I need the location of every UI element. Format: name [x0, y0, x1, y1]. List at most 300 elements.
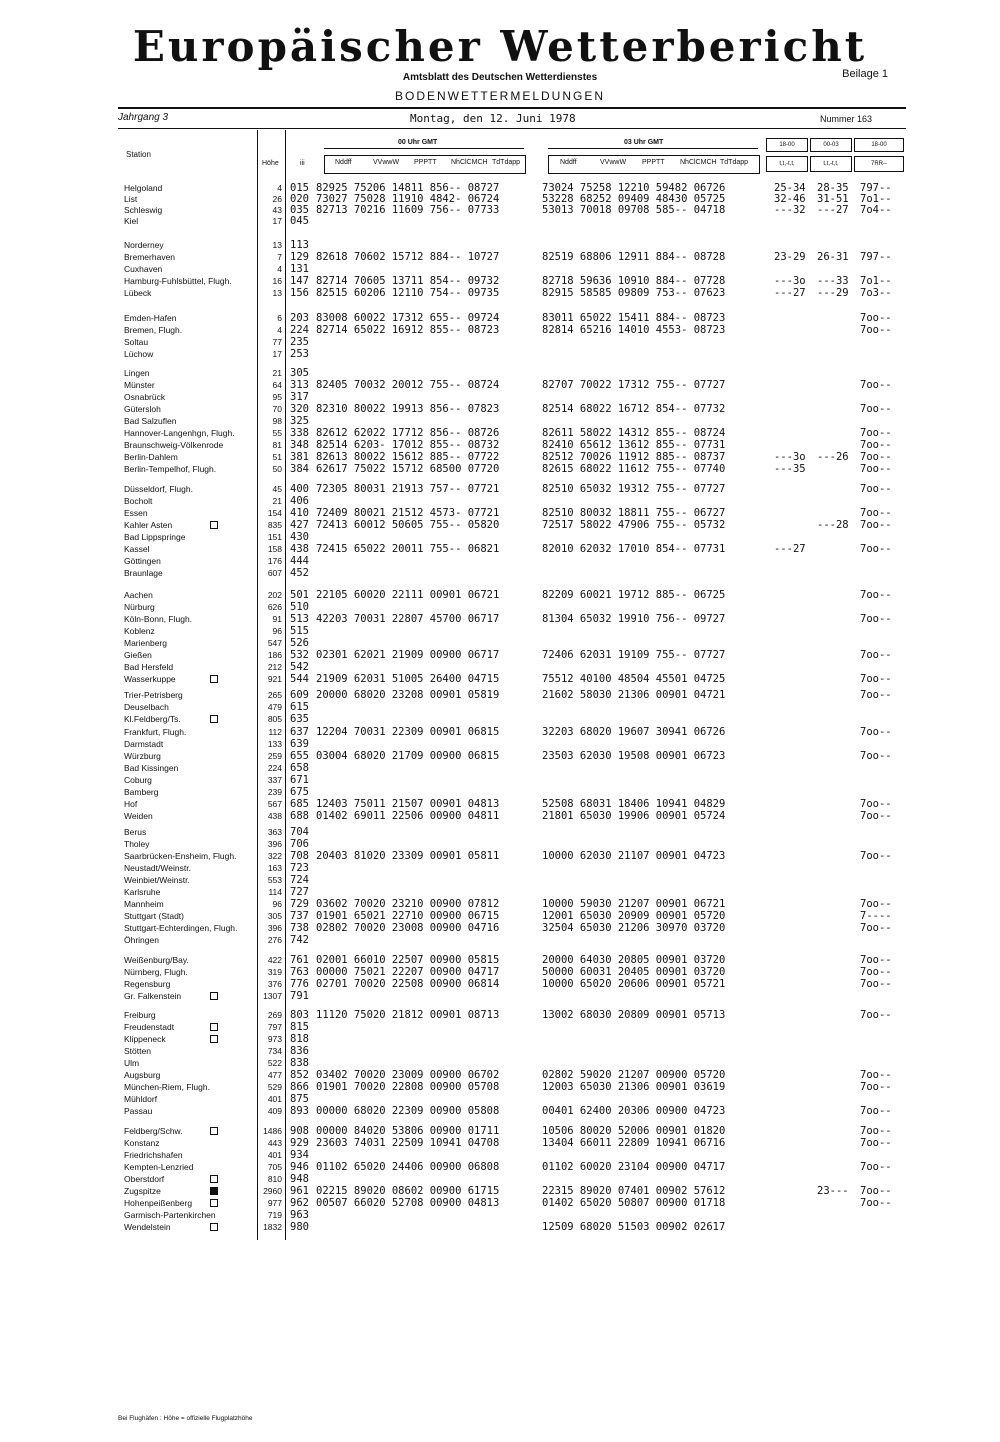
extra-precip: 7oo--: [860, 1185, 892, 1197]
station-height: 114: [268, 887, 282, 897]
extra-precip: 797--: [860, 251, 892, 263]
station-name: Coburg: [124, 775, 152, 785]
station-height: 401: [267, 1150, 282, 1160]
table-row: [0, 979, 1000, 991]
obs-03-gmt: 75512 40100 48504 45501 04725: [542, 673, 726, 685]
station-name: Mannheim: [124, 899, 164, 909]
station-height: 719: [267, 1210, 282, 1220]
obs-00-gmt: 82618 70602 15712 884-- 10727: [316, 251, 500, 263]
column-iii: iii: [300, 160, 305, 167]
obs-03-gmt: 82512 70026 11912 885-- 08737: [542, 451, 726, 463]
obs-03-gmt: 10000 65020 20606 00901 05721: [542, 978, 726, 990]
station-name: Freudenstadt: [124, 1022, 175, 1032]
extra-precip: 7oo--: [860, 966, 892, 978]
station-height: 396: [267, 923, 282, 933]
station-height: 553: [267, 875, 282, 885]
station-height: 163: [267, 863, 282, 873]
obs-03-gmt: 52508 68031 18406 10941 04829: [542, 798, 726, 810]
station-index: 444: [290, 555, 309, 567]
column-station: Station: [126, 150, 151, 159]
col-tdtdapp: TdTdapp: [492, 159, 521, 166]
obs-00-gmt: 03402 70020 23009 00900 06702: [316, 1069, 500, 1081]
table-row: [0, 416, 1000, 428]
obs-03-gmt: 82707 70022 17312 755-- 07727: [542, 379, 726, 391]
station-index: 688: [290, 810, 309, 822]
extra-temp-2: 31-51: [817, 193, 849, 205]
extra-temp-1: ---3o: [774, 451, 806, 463]
station-name: Öhringen: [124, 935, 159, 945]
obs-00-gmt: 00000 68020 22309 00900 05808: [316, 1105, 500, 1117]
extra-precip: 7oo--: [860, 451, 892, 463]
station-height: 734: [267, 1046, 282, 1056]
obs-00-gmt: 23603 74031 22509 10941 04708: [316, 1137, 500, 1149]
extra-temp-2: ---29: [817, 287, 849, 299]
station-index: 655: [290, 750, 309, 762]
station-index: 609: [290, 689, 309, 701]
station-height: 479: [267, 702, 282, 712]
station-index: 639: [290, 738, 309, 750]
column-hoehe: Höhe: [262, 160, 279, 167]
table-row: [0, 827, 1000, 839]
group-00-line: [324, 148, 524, 149]
table-row: [0, 1162, 1000, 1174]
station-height: 2960: [263, 1186, 282, 1196]
obs-00-gmt: 00507 66020 52708 00900 04813: [316, 1197, 500, 1209]
station-name: Weißenburg/Bay.: [124, 955, 189, 965]
station-name: Kahler Asten: [124, 520, 173, 530]
col-ppptt: PPPTT: [414, 159, 437, 166]
obs-03-gmt: 10506 80020 52006 00901 01820: [542, 1125, 726, 1137]
station-index: 704: [290, 826, 309, 838]
station-index: 147: [290, 275, 309, 287]
mountain-station-marker: [210, 1035, 218, 1043]
station-name: Klippeneck: [124, 1034, 166, 1044]
station-height: 443: [267, 1138, 282, 1148]
extra-precip: 7oo--: [860, 543, 892, 555]
station-index: 325: [290, 415, 309, 427]
obs-00-gmt: 72409 80021 21512 4573- 07721: [316, 507, 500, 519]
table-row: [0, 508, 1000, 520]
mountain-station-marker: [210, 521, 218, 529]
extra-precip: 797--: [860, 182, 892, 194]
obs-00-gmt: 12204 70031 22309 00901 06815: [316, 726, 500, 738]
station-index: 929: [290, 1137, 309, 1149]
table-row: [0, 638, 1000, 650]
obs-03-gmt: 82611 58022 14312 855-- 08724: [542, 427, 726, 439]
table-row: [0, 337, 1000, 349]
station-name: Göttingen: [124, 556, 161, 566]
obs-03-gmt: 82510 80032 18811 755-- 06727: [542, 507, 726, 519]
extra-precip: 7oo--: [860, 850, 892, 862]
table-row: [0, 464, 1000, 476]
station-height: 77: [272, 337, 282, 347]
table-row: [0, 216, 1000, 228]
station-name: Stuttgart-Echterdingen, Flugh.: [124, 923, 238, 933]
obs-03-gmt: 22315 89020 07401 00902 57612: [542, 1185, 726, 1197]
station-height: 276: [267, 935, 282, 945]
extra-precip: 7oo--: [860, 978, 892, 990]
station-name: Feldberg/Schw.: [124, 1126, 183, 1136]
col-nddff-03: Nddff: [560, 159, 577, 166]
station-name: Stuttgart (Stadt): [124, 911, 184, 921]
extra-temp-1: 25-34: [774, 182, 806, 194]
col-sub-1: t,t,-t,t,: [766, 156, 808, 172]
table-row: [0, 1046, 1000, 1058]
station-name: Bad Kissingen: [124, 763, 179, 773]
station-height: 4: [277, 183, 282, 193]
table-row: [0, 727, 1000, 739]
station-index: 313: [290, 379, 309, 391]
extra-temp-2: ---28: [817, 519, 849, 531]
station-name: Aachen: [124, 590, 153, 600]
obs-00-gmt: 21909 62031 51005 26400 04715: [316, 673, 500, 685]
station-height: 477: [267, 1070, 282, 1080]
table-row: [0, 252, 1000, 264]
obs-03-gmt: 21602 58030 21306 00901 04721: [542, 689, 726, 701]
obs-00-gmt: 02701 70020 22508 00900 06814: [316, 978, 500, 990]
station-index: 738: [290, 922, 309, 934]
station-index: 526: [290, 637, 309, 649]
station-index: 742: [290, 934, 309, 946]
station-index: 737: [290, 910, 309, 922]
station-name: Nürburg: [124, 602, 155, 612]
station-index: 045: [290, 215, 309, 227]
group-00-gmt: 00 Uhr GMT: [398, 139, 438, 146]
station-index: 962: [290, 1197, 309, 1209]
table-row: [0, 520, 1000, 532]
station-height: 835: [267, 520, 282, 530]
table-row: [0, 714, 1000, 726]
table-row: [0, 496, 1000, 508]
table-row: [0, 1010, 1000, 1022]
obs-03-gmt: 83011 65022 15411 884-- 08723: [542, 312, 726, 324]
station-height: 17: [272, 216, 282, 226]
station-height: 133: [267, 739, 282, 749]
station-name: Koblenz: [124, 626, 155, 636]
extra-temp-1: ---3o: [774, 275, 806, 287]
station-name: Neustadt/Weinstr.: [124, 863, 191, 873]
table-row: [0, 556, 1000, 568]
station-height: 64: [272, 380, 282, 390]
mountain-station-marker: [210, 992, 218, 1000]
station-name: Hohenpeißenberg: [124, 1198, 193, 1208]
mountain-station-marker: [210, 675, 218, 683]
extra-precip: 7oo--: [860, 483, 892, 495]
table-row: [0, 935, 1000, 947]
station-name: List: [124, 194, 138, 204]
obs-03-gmt: 72406 62031 19109 755-- 07727: [542, 649, 726, 661]
table-row: [0, 1094, 1000, 1106]
station-name: Cuxhaven: [124, 264, 163, 274]
obs-03-gmt: 01102 60020 23104 00900 04717: [542, 1161, 726, 1173]
mountain-station-marker: [210, 1023, 218, 1031]
station-index: 815: [290, 1021, 309, 1033]
station-height: 319: [267, 967, 282, 977]
station-index: 129: [290, 251, 309, 263]
station-height: 151: [267, 532, 282, 542]
extra-precip: 7oo--: [860, 689, 892, 701]
mountain-station-marker: [210, 1127, 218, 1135]
extra-precip: 7oo--: [860, 1081, 892, 1093]
station-index: 776: [290, 978, 309, 990]
obs-03-gmt: 32504 65030 21206 30970 03720: [542, 922, 726, 934]
station-index: 224: [290, 324, 309, 336]
station-name: Berus: [124, 827, 147, 837]
mountain-station-marker: [210, 1175, 218, 1183]
station-index: 658: [290, 762, 309, 774]
station-height: 376: [267, 979, 282, 989]
station-height: 337: [267, 775, 282, 785]
issue-number: Nummer 163: [820, 114, 873, 124]
table-row: [0, 590, 1000, 602]
station-index: 948: [290, 1173, 309, 1185]
table-row: [0, 787, 1000, 799]
station-height: 705: [267, 1162, 282, 1172]
obs-00-gmt: 72415 65022 20011 755-- 06821: [316, 543, 500, 555]
mountain-station-marker: [210, 1223, 218, 1231]
station-index: 438: [290, 543, 309, 555]
station-name: München-Riem, Flugh.: [124, 1082, 210, 1092]
station-index: 946: [290, 1161, 309, 1173]
obs-03-gmt: 72517 58022 47906 755-- 05732: [542, 519, 726, 531]
station-index: 113: [290, 239, 309, 251]
header-rule-2: [118, 128, 906, 129]
table-row: [0, 751, 1000, 763]
station-name: Köln-Bonn, Flugh.: [124, 614, 193, 624]
station-height: 21: [272, 496, 282, 506]
extra-temp-2: ---26: [817, 451, 849, 463]
table-row: [0, 1082, 1000, 1094]
station-index: 544: [290, 673, 309, 685]
station-name: Karlsruhe: [124, 887, 161, 897]
obs-03-gmt: 53013 70018 09708 585-- 04718: [542, 204, 726, 216]
extra-precip: 7oo--: [860, 1197, 892, 1209]
table-row: [0, 380, 1000, 392]
station-name: Bamberg: [124, 787, 159, 797]
station-name: Bocholt: [124, 496, 153, 506]
table-row: [0, 264, 1000, 276]
station-height: 322: [267, 851, 282, 861]
col-nhclcmch: NhClCMCH: [451, 159, 488, 166]
station-index: 615: [290, 701, 309, 713]
obs-03-gmt: 12001 65030 20909 00901 05720: [542, 910, 726, 922]
station-index: 317: [290, 391, 309, 403]
station-index: 761: [290, 954, 309, 966]
station-height: 95: [272, 392, 282, 402]
extra-precip: 7oo--: [860, 1137, 892, 1149]
obs-03-gmt: 82615 68022 11612 755-- 07740: [542, 463, 726, 475]
station-name: Hof: [124, 799, 138, 809]
extra-precip: 7oo--: [860, 649, 892, 661]
station-name: Berlin-Dahlem: [124, 452, 178, 462]
station-height: 363: [267, 827, 282, 837]
obs-00-gmt: 82714 65022 16912 855-- 08723: [316, 324, 500, 336]
station-index: 875: [290, 1093, 309, 1105]
group-03-gmt: 03 Uhr GMT: [624, 139, 664, 146]
station-name: Regensburg: [124, 979, 171, 989]
extra-precip: 7----: [860, 910, 892, 922]
station-height: 158: [267, 544, 282, 554]
table-row: [0, 875, 1000, 887]
extra-precip: 7oo--: [860, 922, 892, 934]
beilage-label: Beilage 1: [842, 68, 888, 80]
obs-00-gmt: 83008 60022 17312 655-- 09724: [316, 312, 500, 324]
table-row: [0, 662, 1000, 674]
table-row: [0, 568, 1000, 580]
header-rule: [118, 107, 906, 109]
station-name: Düsseldorf, Flugh.: [124, 484, 193, 494]
obs-00-gmt: 20000 68020 23208 00901 05819: [316, 689, 500, 701]
obs-03-gmt: 02802 59020 21207 00900 05720: [542, 1069, 726, 1081]
obs-00-gmt: 82925 75206 14811 856-- 08727: [316, 182, 500, 194]
extra-precip: 7oo--: [860, 726, 892, 738]
obs-03-gmt: 82718 59636 10910 884-- 07728: [542, 275, 726, 287]
station-height: 112: [268, 727, 282, 737]
station-index: 685: [290, 798, 309, 810]
station-name: Hannover-Langenhgn, Flugh.: [124, 428, 235, 438]
obs-00-gmt: 02301 62021 21909 00900 06717: [316, 649, 500, 661]
obs-00-gmt: 82310 80022 19913 856-- 07823: [316, 403, 500, 415]
table-row: [0, 923, 1000, 935]
station-name: Gr. Falkenstein: [124, 991, 182, 1001]
table-row: [0, 1070, 1000, 1082]
extra-precip: 7oo--: [860, 898, 892, 910]
station-name: Wasserkuppe: [124, 674, 176, 684]
obs-03-gmt: 50000 60031 20405 00901 03720: [542, 966, 726, 978]
table-row: [0, 851, 1000, 863]
station-height: 176: [267, 556, 282, 566]
station-name: Saarbrücken-Ensheim, Flugh.: [124, 851, 237, 861]
col-vvwww-03: VVwwW: [600, 159, 627, 166]
table-row: [0, 911, 1000, 923]
obs-00-gmt: 00000 84020 53806 00900 01711: [316, 1125, 500, 1137]
obs-00-gmt: 82713 70216 11609 756-- 07733: [316, 204, 500, 216]
station-index: 348: [290, 439, 309, 451]
obs-00-gmt: 82612 62022 17712 856-- 08726: [316, 427, 500, 439]
station-height: 7: [277, 252, 282, 262]
obs-00-gmt: 82515 60206 12110 754-- 09735: [316, 287, 500, 299]
col-sub-2: t,t,-t,t,: [810, 156, 852, 172]
obs-00-gmt: 00000 75021 22207 00900 04717: [316, 966, 500, 978]
station-height: 805: [267, 714, 282, 724]
table-row: [0, 1138, 1000, 1150]
obs-00-gmt: 03004 68020 21709 00900 06815: [316, 750, 500, 762]
obs-03-gmt: 01402 65020 50807 00900 01718: [542, 1197, 726, 1209]
extra-temp-1: ---27: [774, 543, 806, 555]
station-index: 836: [290, 1045, 309, 1057]
station-height: 81: [272, 440, 282, 450]
station-index: 015: [290, 182, 309, 194]
extra-temp-1: 23-29: [774, 251, 806, 263]
extra-precip: 7oo--: [860, 507, 892, 519]
station-name: Deuselbach: [124, 702, 169, 712]
obs-03-gmt: 82410 65612 13612 855-- 07731: [542, 439, 726, 451]
obs-03-gmt: 81304 65032 19910 756-- 09727: [542, 613, 726, 625]
station-height: 70: [272, 404, 282, 414]
obs-00-gmt: 72413 60012 50605 755-- 05820: [316, 519, 500, 531]
station-height: 269: [267, 1010, 282, 1020]
station-height: 13: [272, 240, 282, 250]
station-height: 529: [267, 1082, 282, 1092]
col-vvwww: VVwwW: [373, 159, 400, 166]
table-row: [0, 899, 1000, 911]
col-tdtdapp-03: TdTdapp: [720, 159, 749, 166]
station-height: 607: [267, 568, 282, 578]
station-name: Stötten: [124, 1046, 151, 1056]
station-name: Lingen: [124, 368, 150, 378]
station-index: 035: [290, 204, 309, 216]
obs-03-gmt: 23503 62030 19508 00901 06723: [542, 750, 726, 762]
station-index: 706: [290, 838, 309, 850]
station-index: 963: [290, 1209, 309, 1221]
station-name: Kiel: [124, 216, 139, 226]
station-name: Soltau: [124, 337, 149, 347]
station-height: 921: [267, 674, 282, 684]
station-index: 675: [290, 786, 309, 798]
extra-temp-2: ---33: [817, 275, 849, 287]
station-index: 400: [290, 483, 309, 495]
station-height: 4: [277, 325, 282, 335]
table-row: [0, 1022, 1000, 1034]
table-row: [0, 650, 1000, 662]
table-row: [0, 1210, 1000, 1222]
obs-00-gmt: 82613 80022 15612 885-- 07722: [316, 451, 500, 463]
station-index: 381: [290, 451, 309, 463]
station-name: Gütersloh: [124, 404, 161, 414]
obs-00-gmt: 82514 6203- 17012 855-- 08732: [316, 439, 500, 451]
extra-temp-2: 26-31: [817, 251, 849, 263]
station-height: 212: [267, 662, 282, 672]
obs-03-gmt: 00401 62400 20306 00900 04723: [542, 1105, 726, 1117]
table-row: [0, 799, 1000, 811]
station-height: 96: [272, 626, 282, 636]
station-index: 908: [290, 1125, 309, 1137]
station-name: Garmisch-Partenkirchen: [124, 1210, 216, 1220]
obs-03-gmt: 13002 68030 20809 00901 05713: [542, 1009, 726, 1021]
station-name: Bad Salzuflen: [124, 416, 177, 426]
station-name: Helgoland: [124, 183, 163, 193]
station-height: 17: [272, 349, 282, 359]
extra-precip: 7oo--: [860, 1125, 892, 1137]
obs-03-gmt: 10000 62030 21107 00901 04723: [542, 850, 726, 862]
table-row: [0, 288, 1000, 300]
col-nddff: Nddff: [335, 159, 352, 166]
station-height: 43: [272, 205, 282, 215]
obs-00-gmt: 01901 65021 22710 00900 06715: [316, 910, 500, 922]
station-height: 96: [272, 899, 282, 909]
table-row: [0, 1126, 1000, 1138]
extra-precip: 7oo--: [860, 312, 892, 324]
station-name: Hamburg-Fuhlsbüttel, Flugh.: [124, 276, 232, 286]
station-height: 6: [277, 313, 282, 323]
station-name: Frankfurt, Flugh.: [124, 727, 187, 737]
table-row: [0, 775, 1000, 787]
extra-precip: 7oo--: [860, 379, 892, 391]
station-height: 547: [267, 638, 282, 648]
table-row: [0, 240, 1000, 252]
obs-00-gmt: 02215 89020 08602 00900 61715: [316, 1185, 500, 1197]
extra-precip: 7o1--: [860, 275, 892, 287]
table-row: [0, 484, 1000, 496]
extra-temp-2: 28-35: [817, 182, 849, 194]
extra-precip: 7oo--: [860, 1161, 892, 1173]
col-range-2: 00-03: [810, 138, 852, 152]
table-row: [0, 276, 1000, 288]
extra-precip: 7oo--: [860, 427, 892, 439]
station-index: 542: [290, 661, 309, 673]
extra-temp-2: 23---: [817, 1185, 849, 1197]
station-name: Kassel: [124, 544, 150, 554]
